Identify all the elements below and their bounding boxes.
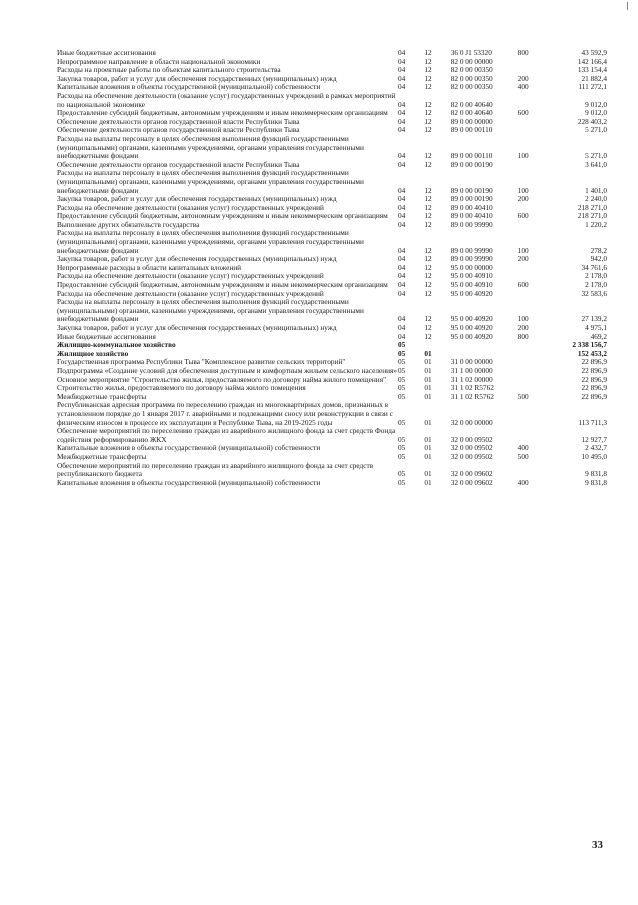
subsection-code: 12 [424, 262, 432, 272]
subsection-code: 01 [424, 383, 432, 393]
subsection-code: 01 [424, 434, 432, 444]
target-article-code: 89 0 00 40410 [450, 202, 493, 212]
section-code: 05 [397, 469, 406, 479]
section-code: 04 [397, 202, 406, 212]
subsection-code: 12 [424, 82, 432, 92]
expense-type-code [518, 118, 555, 127]
section-code: 04 [397, 194, 406, 204]
subsection-code: 12 [424, 185, 432, 195]
row-name: Предоставление субсидий бюджетным, автономным учреждениям и иным некоммерческим организациям [57, 280, 388, 290]
amount: 2 178,0 [585, 280, 607, 290]
row-name: Закупка товаров, работ и услуг для обеспечения государственных (муниципальных) нужд [57, 254, 337, 264]
row-name: Предоставление субсидий бюджетным, автономным учреждениям и иным некоммерческим организациям [57, 108, 388, 118]
expense-type-code [518, 290, 555, 299]
target-article-code: 31 1 02 00000 [450, 374, 493, 384]
target-article-code: 31 1 02 R5762 [450, 391, 494, 401]
subsection-code: 01 [424, 357, 432, 367]
row-name: Государственная программа Республики Тыва "Комплексное развитие сельских территорий" [57, 357, 346, 367]
amount: 21 882,4 [581, 73, 607, 83]
section-code: 05 [397, 357, 406, 367]
row-name: Капитальные вложения в объекты государственной (муниципальной) собственности [57, 477, 321, 487]
row-name: Строительство жилья, предоставляемого по договору найма жилого помещения [57, 383, 306, 393]
section-code: 04 [397, 99, 406, 109]
table-row [57, 229, 607, 255]
amount: 152 453,2 [577, 348, 607, 358]
row-name: Выполнение других обязательств государства [57, 219, 200, 229]
section-code: 05 [397, 434, 406, 444]
row-name: Капитальные вложения в объекты государственной (муниципальной) собственности [57, 443, 321, 453]
expense-type-code [518, 341, 555, 350]
row-name: Расходы на обеспечение деятельности (оказание услуг) государственных учреждений [57, 288, 324, 298]
row-name: Капитальные вложения в объекты государственной (муниципальной) собственности [57, 82, 321, 92]
row-name: Межбюджетные трансферты [57, 391, 147, 401]
target-article-code: 89 0 00 00000 [450, 116, 493, 126]
subsection-code: 12 [424, 331, 432, 341]
row-name: Иные бюджетные ассигнования [57, 331, 156, 341]
target-article-code [451, 341, 518, 350]
amount: 111 272,1 [578, 82, 607, 92]
section-code: 05 [397, 417, 406, 427]
target-article-code: 82 0 00 00350 [450, 82, 493, 92]
expense-type-code: 500 [517, 451, 529, 461]
amount: 5 271,0 [585, 151, 607, 161]
amount: 34 761,6 [581, 262, 607, 272]
section-code: 04 [397, 323, 406, 332]
amount: 10 495,0 [581, 451, 607, 461]
section-code: 04 [397, 65, 406, 75]
subsection-code: 12 [424, 65, 432, 75]
expense-type-code: 200 [517, 323, 529, 332]
expense-type-code [518, 264, 555, 273]
target-article-code: 32 0 00 09502 [450, 434, 493, 444]
section-code: 04 [397, 280, 406, 290]
target-article-code: 82 0 00 40640 [450, 99, 493, 109]
subsection-code: 12 [424, 202, 432, 212]
amount: 32 583,6 [581, 288, 607, 298]
row-name: Расходы на выплаты персоналу в целях обеспечения выполнения функций государственными (муниципальными) органами, казенными учреждениями, органами управления государственными внебюджетными фондами [57, 297, 364, 324]
subsection-code: 01 [424, 374, 432, 384]
section-code: 04 [397, 219, 406, 229]
expense-type-code: 100 [517, 151, 529, 161]
amount: 27 139,2 [581, 314, 607, 324]
page-number: 33 [592, 839, 603, 851]
section-code: 05 [397, 443, 406, 453]
expense-type-code: 200 [517, 73, 529, 83]
subsection-code: 12 [424, 108, 432, 118]
table-row [57, 341, 607, 350]
section-code: 04 [397, 331, 406, 341]
amount: 113 711,3 [578, 417, 607, 427]
section-code: 04 [397, 56, 406, 66]
target-article-code: 89 0 00 00110 [450, 151, 493, 161]
expense-type-code: 100 [517, 245, 529, 255]
target-article-code: 89 0 00 40410 [450, 211, 493, 221]
expense-type-code [518, 358, 555, 367]
row-name: Расходы на обеспечение деятельности (оказания услуг) государственных учреждений [57, 202, 324, 212]
row-name: Расходы на выплаты персоналу в целях обеспечения выполнения функций государственными (муниципальными) органами, казенными учреждениями, органами управления государственными внебюджетными фондами [57, 133, 364, 161]
amount: 9 831,8 [585, 477, 607, 487]
scan-edge-mark [627, 2, 628, 10]
subsection-code: 12 [424, 56, 432, 66]
subsection-code: 01 [424, 348, 432, 358]
row-name: Обеспечение мероприятий по переселению граждан из аварийного жилищного фонда за счет средств республиканского бюджета [57, 460, 374, 479]
target-article-code: 89 0 00 00110 [450, 125, 493, 135]
expense-type-code [518, 376, 555, 385]
subsection-code: 12 [424, 271, 432, 281]
subsection-code: 12 [424, 151, 432, 161]
target-article-code: 95 0 00 40910 [450, 271, 493, 281]
row-name: Непрограммное направление в области национальной экономики [57, 56, 261, 66]
amount: 22 896,9 [581, 391, 607, 401]
subsection-code: 12 [424, 73, 432, 83]
row-name: Республиканская адресная программа по переселению граждан из многоквартирных домов, признанных в установленном порядке до 1 января 2017 г. аварийными и подлежащими сносу или реконструкции в связи с физическим износом в процессе их эксплуатации в Республике Тыва, на 2019-2025 годы [57, 400, 393, 427]
row-name: Жилищное хозяйство [57, 348, 129, 358]
subsection-code: 01 [424, 365, 432, 375]
amount: 142 166,4 [577, 56, 607, 66]
expense-type-code: 600 [517, 211, 529, 221]
amount: 133 154,4 [577, 65, 607, 75]
table-row [57, 462, 607, 479]
subsection-code: 12 [424, 323, 432, 332]
expense-type-code: 600 [517, 280, 529, 290]
subsection-code: 12 [424, 48, 432, 57]
row-name: Жилищно-коммунальное хозяйство [57, 340, 176, 350]
amount: 2 432,7 [585, 443, 607, 453]
row-name: Иные бюджетные ассигнования [57, 48, 156, 57]
amount: 22 896,9 [581, 357, 607, 367]
section-code: 04 [397, 271, 406, 281]
table-row [57, 298, 607, 324]
target-article-code: 95 0 00 40920 [450, 288, 493, 298]
table-row [57, 401, 607, 427]
target-article-code: 89 0 00 00190 [450, 159, 493, 169]
section-code: 05 [397, 340, 406, 350]
target-article-code: 95 0 00 40920 [450, 331, 493, 341]
target-article-code: 32 0 00 09602 [450, 477, 493, 487]
expense-type-code [518, 58, 555, 67]
target-article-code: 89 0 00 99990 [450, 245, 493, 255]
section-code: 04 [397, 82, 406, 92]
row-name: Обеспечение деятельности органов государственной власти Республики Тыва [57, 159, 300, 169]
expense-type-code: 200 [517, 194, 529, 204]
expense-type-code [518, 350, 555, 359]
subsection-code: 12 [424, 194, 432, 204]
target-article-code: 95 0 00 40910 [450, 280, 493, 290]
section-code: 05 [397, 374, 406, 384]
row-name: Расходы на проектные работы по объектам капитального строительства [57, 65, 281, 75]
subsection-code: 12 [424, 159, 432, 169]
section-code: 05 [397, 348, 406, 358]
expense-type-code: 200 [517, 254, 529, 264]
subsection-code: 01 [424, 477, 432, 487]
expense-type-code: 100 [517, 314, 529, 324]
expense-type-code [518, 161, 555, 170]
amount: 2 178,0 [585, 271, 607, 281]
expense-type-code: 400 [517, 477, 529, 487]
expense-type-code [518, 462, 555, 479]
row-name: Предоставление субсидий бюджетным, автономным учреждениям и иным некоммерческим организациям [57, 211, 388, 221]
target-article-code: 82 0 00 40640 [450, 108, 493, 118]
subsection-code: 12 [424, 99, 432, 109]
table-row [57, 135, 607, 161]
table-row [57, 169, 607, 195]
subsection-code: 12 [424, 219, 432, 229]
subsection-code: 12 [424, 245, 432, 255]
expense-type-code [518, 401, 555, 427]
target-article-code: 32 0 00 09602 [450, 469, 493, 479]
row-name: Расходы на обеспечение деятельности (оказание услуг) государственных учреждений [57, 271, 324, 281]
subsection-code: 12 [424, 288, 432, 298]
amount: 22 896,9 [581, 374, 607, 384]
subsection-code: 12 [424, 314, 432, 324]
amount: 218 271,0 [577, 202, 607, 212]
section-code: 04 [397, 262, 406, 272]
amount: 2 240,0 [585, 194, 607, 204]
expense-type-code: 800 [517, 331, 529, 341]
target-article-code: 32 0 00 09502 [450, 443, 493, 453]
row-name: Подпрограмма «Создание условий для обеспечения доступным и комфортным жильем сельского населения» [57, 365, 398, 375]
amount: 942,0 [590, 254, 607, 264]
subsection-code: 01 [424, 469, 432, 479]
row-name: Обеспечение мероприятий по переселению граждан из аварийного жилищного фонда за счет средств Фонда содействия реформированию ЖКХ [57, 426, 396, 444]
target-article-code: 31 1 00 00000 [450, 365, 493, 375]
subsection-code: 01 [424, 443, 432, 453]
amount: 12 927,7 [581, 434, 607, 444]
target-article-code: 89 0 00 00190 [450, 194, 493, 204]
target-article-code: 32 0 00 00000 [450, 417, 493, 427]
section-code: 04 [397, 116, 406, 126]
subsection-code: 12 [424, 125, 432, 135]
table-row [57, 427, 607, 444]
expense-type-code: 400 [517, 82, 529, 92]
expense-type-code: 500 [517, 391, 529, 401]
expense-type-code [518, 221, 555, 230]
target-article-code: 89 0 00 99990 [450, 254, 493, 264]
section-code: 04 [397, 288, 406, 298]
section-code: 04 [397, 245, 406, 255]
subsection-code: 01 [424, 451, 432, 461]
target-article-code: 89 0 00 00190 [450, 185, 493, 195]
row-name: Межбюджетные трансферты [57, 451, 147, 461]
section-code: 05 [397, 451, 406, 461]
amount: 5 271,0 [585, 125, 607, 135]
target-article-code: 95 0 00 00000 [450, 262, 493, 272]
amount: 278,2 [590, 245, 607, 255]
target-article-code: 32 0 00 09502 [450, 451, 493, 461]
target-article-code: 89 0 00 99990 [450, 219, 493, 229]
row-name: Непрограммные расходы в области капитальных вложений [57, 262, 242, 272]
subsection-code: 01 [424, 417, 432, 427]
amount: 1 220,2 [585, 219, 607, 229]
row-name: Обеспечение деятельности органов государственной власти Республики Тыва [57, 125, 300, 135]
section-code: 04 [397, 211, 406, 221]
expense-type-code [518, 126, 555, 135]
amount: 43 592,9 [581, 48, 607, 57]
target-article-code: 31 1 02 R5762 [450, 383, 494, 393]
section-code: 05 [397, 383, 406, 393]
section-code: 04 [397, 185, 406, 195]
subsection-code: 12 [424, 211, 432, 221]
row-name: Расходы на обеспечение деятельности (оказание услуг) государственных учреждений в рамках мероприятий по национальной экономике [57, 90, 396, 109]
amount: 228 403,2 [577, 116, 607, 126]
target-article-code: 82 0 00 00000 [450, 56, 493, 66]
row-name: Обеспечение деятельности органов государственной власти Республики Тыва [57, 116, 300, 126]
section-code: 04 [397, 151, 406, 161]
amount: 9 012,0 [585, 99, 607, 109]
target-article-code: 95 0 00 40920 [450, 323, 493, 332]
amount: 9 012,0 [585, 108, 607, 118]
target-article-code: 82 0 00 00350 [450, 65, 493, 75]
expense-type-code [518, 92, 555, 109]
expense-type-code: 100 [517, 185, 529, 195]
section-code: 04 [397, 48, 406, 57]
row-name: Основное мероприятие "Строительство жилья, предоставляемого по договору найма жилого помещения" [57, 374, 387, 384]
budget-table [57, 49, 607, 487]
subsection-code: 12 [424, 254, 432, 264]
section-code: 05 [397, 365, 406, 375]
target-article-code: 82 0 00 00350 [450, 73, 493, 83]
section-code: 04 [397, 254, 406, 264]
section-code: 04 [397, 125, 406, 135]
amount: 2 338 156,7 [572, 340, 607, 350]
section-code: 04 [397, 73, 406, 83]
row-name: Расходы на выплаты персоналу в целях обеспечения выполнения функций государственными (муниципальными) органами, казенными учреждениями, органами управления государственными внебюджетными фондами [57, 228, 364, 255]
table-row [57, 92, 607, 109]
amount: 22 896,9 [581, 383, 607, 393]
subsection-code: 01 [424, 391, 432, 401]
amount: 3 641,0 [585, 159, 607, 169]
section-code: 05 [397, 477, 406, 487]
expense-type-code: 600 [517, 108, 529, 118]
expense-type-code [518, 367, 555, 376]
expense-type-code: 800 [517, 48, 529, 57]
row-name: Закупка товаров, работ и услуг для обеспечения государственных (муниципальных) нужд [57, 323, 337, 332]
target-article-code: 95 0 00 40920 [450, 314, 493, 324]
section-code: 04 [397, 314, 406, 324]
expense-type-code [518, 427, 555, 444]
amount: 1 401,0 [585, 185, 607, 195]
row-name: Закупка товаров, работ и услуг для обеспечения государственных (муниципальных) нужд [57, 73, 337, 83]
amount: 469,2 [590, 331, 607, 341]
section-code: 04 [397, 159, 406, 169]
amount: 9 831,8 [585, 469, 607, 479]
section-code: 05 [397, 391, 406, 401]
subsection-code: 12 [424, 116, 432, 126]
target-article-code: 36 0 J1 53320 [450, 48, 492, 57]
amount: 218 271,0 [577, 211, 607, 221]
amount: 4 975,1 [585, 323, 607, 332]
expense-type-code: 400 [517, 443, 529, 453]
section-code: 04 [397, 108, 406, 118]
table-row [57, 479, 607, 488]
amount: 22 896,9 [581, 365, 607, 375]
target-article-code: 31 0 00 00000 [450, 357, 493, 367]
budget-table-body [57, 49, 607, 487]
row-name: Расходы на выплаты персоналу в целях обеспечения выполнения функций государственными (муниципальными) органами, казенными учреждениями, органами управления государственными внебюджетными фондами [57, 168, 364, 195]
row-name: Закупка товаров, работ и услуг для обеспечения государственных (муниципальных) нужд [57, 194, 337, 204]
subsection-code: 12 [424, 280, 432, 290]
